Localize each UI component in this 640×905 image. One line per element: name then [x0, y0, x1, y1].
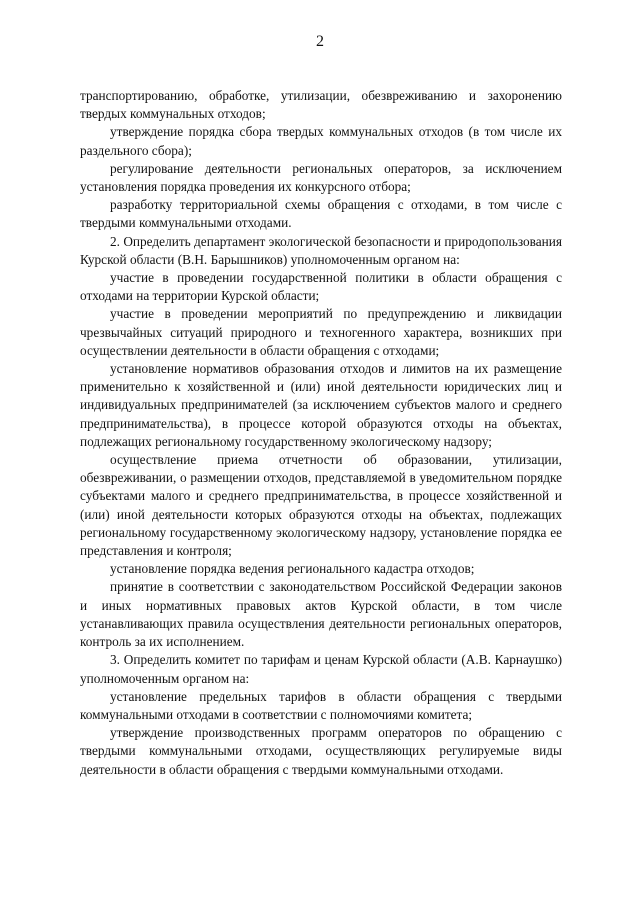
paragraph-legislation: принятие в соответствии с законодательством Российской Федерации законов и иных нормативных правовых актов Курской области, в том числе устанавливающих правила осуществления деятельности региональных операторов, контроль за их исполнением. — [80, 579, 562, 650]
paragraph-cadastre: установление порядка ведения регионального кадастра отходов; — [110, 561, 475, 577]
paragraph-collection-order: утверждение порядка сбора твердых коммунальных отходов (в том числе их раздельного сбора); — [80, 124, 562, 158]
paragraph-emergencies: участие в проведении мероприятий по предупреждению и ликвидации чрезвычайных ситуаций природного и техногенного характера, возникших при осуществлении деятельности в области обращения с отходами; — [80, 306, 562, 358]
paragraph-continuation: транспортированию, обработке, утилизации, обезвреживанию и захоронению твердых коммунальных отходов; — [80, 88, 562, 122]
paragraph-item-3: 3. Определить комитет по тарифам и ценам Курской области (А.В. Карнаушко) уполномоченным органом на: — [80, 652, 562, 686]
paragraph-waste-norms: установление нормативов образования отходов и лимитов на их размещение применительно к хозяйственной и (или) иной деятельности юридических лиц и индивидуальных предпринимателей (за исключением субъектов малого и среднего предпринимательства), в процессе которой образуются отходы на объектах, подлежащих региональному государственному экологическому надзору; — [80, 361, 562, 449]
paragraph-regional-operators: регулирование деятельности региональных операторов, за исключением установления порядка проведения их конкурсного отбора; — [80, 160, 562, 195]
document-body — [80, 87, 562, 779]
paragraph-tariffs: установление предельных тарифов в области обращения с твердыми коммунальными отходами в соответствии с полномочиями комитета; — [80, 688, 562, 722]
page-number: 2 — [316, 33, 324, 50]
paragraph-production-programs: утверждение производственных программ операторов по обращению с твердыми коммунальными отходами, осуществляющих регулируемые виды деятельности в области обращения с твердыми коммунальными отходами. — [80, 725, 562, 777]
paragraph-item-2: 2. Определить департамент экологической безопасности и природопользования Курской области (В.Н. Барышников) уполномоченным органом на: — [80, 233, 562, 267]
paragraph-state-policy: участие в проведении государственной политики в области обращения с отходами на территории Курской области; — [80, 270, 562, 304]
paragraph-territorial-scheme: разработку территориальной схемы обращения с отходами, в том числе с твердыми коммунальными отходами. — [80, 197, 562, 231]
paragraph-reporting: осуществление приема отчетности об образовании, утилизации, обезвреживании, о размещении отходов, представляемой в уведомительном порядке субъектами малого и среднего предпринимательства, в процессе хозяйственной и (или) иной деятельности которых образуются отходы на объектах, подлежащих региональному государственному экологическому надзору, установление порядка ее представления и контроля; — [80, 452, 562, 559]
